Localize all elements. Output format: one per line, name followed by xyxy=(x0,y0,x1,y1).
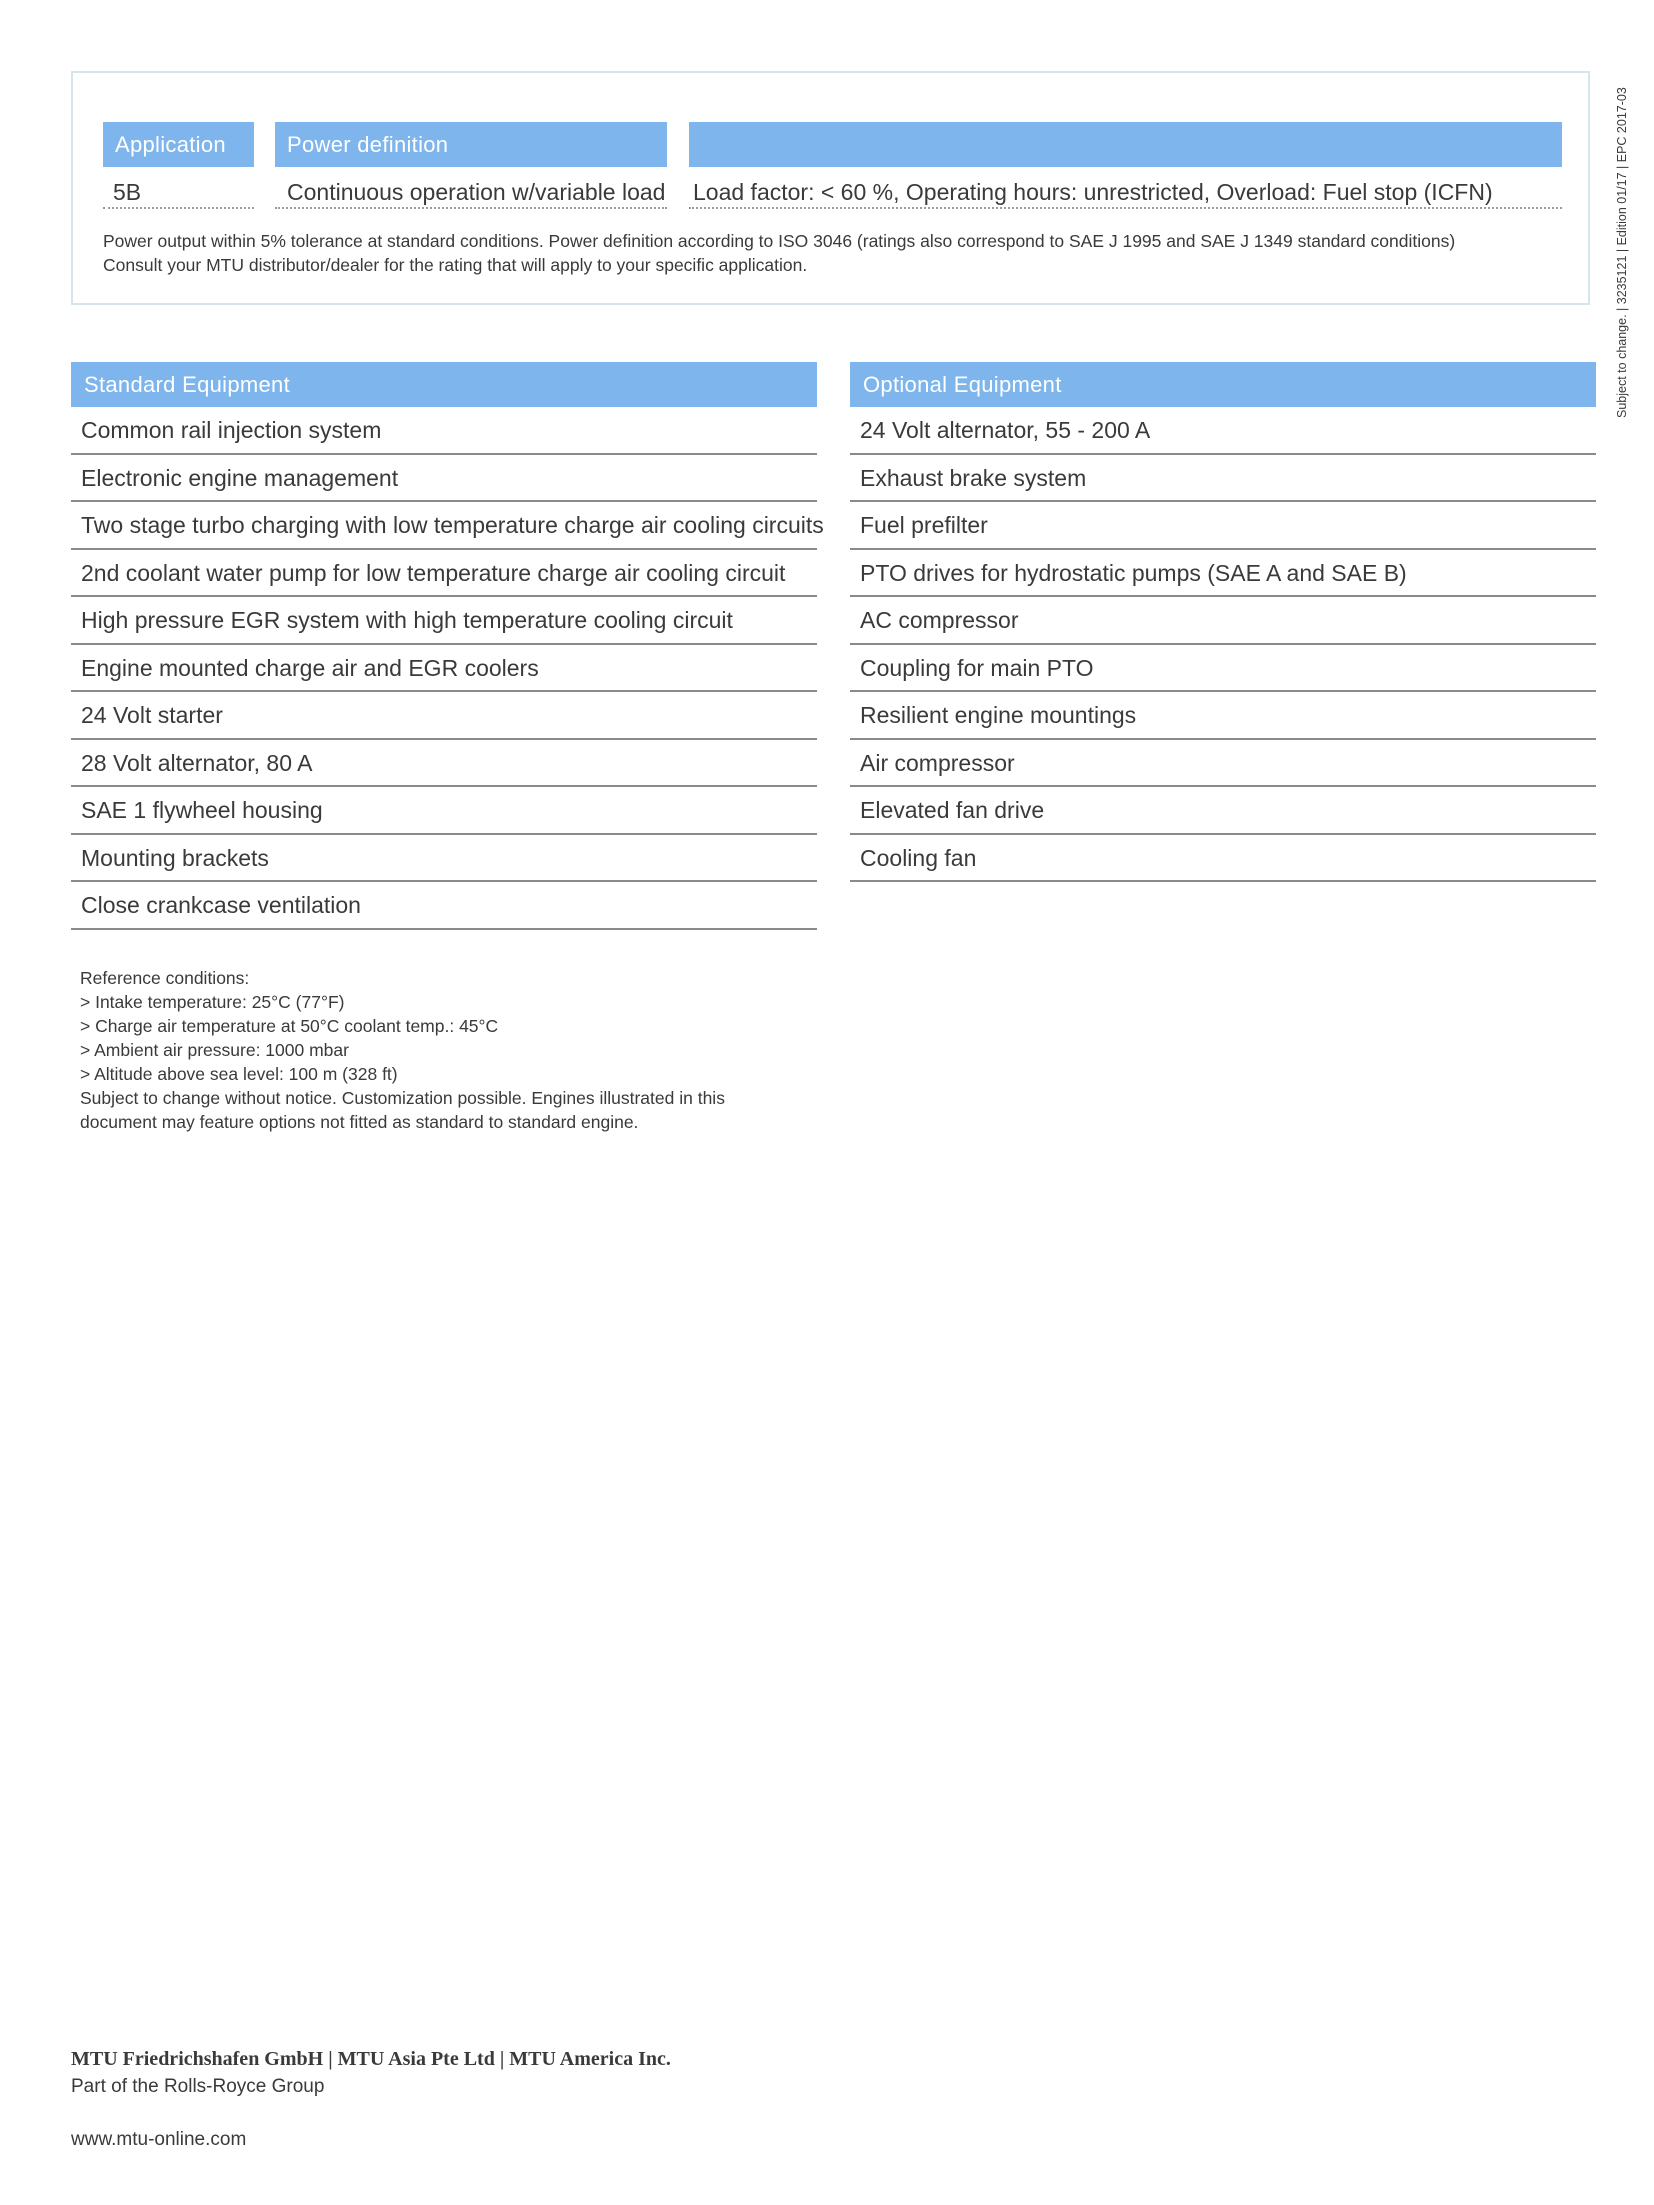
power-definition-value: Continuous operation w/variable load xyxy=(275,175,667,209)
standard-equipment-section xyxy=(71,362,824,930)
list-item: Common rail injection system xyxy=(71,407,817,455)
list-item: Elevated fan drive xyxy=(850,787,1596,835)
optional-equipment-list xyxy=(850,407,1596,882)
dealer-note: Consult your MTU distributor/dealer for the rating that will apply to your specific application. xyxy=(103,255,808,275)
application-box xyxy=(71,71,1590,305)
power-note: Power output within 5% tolerance at standard conditions. Power definition according to ISO 3046 (ratings also correspond to SAE J 1995 and SAE J 1349 standard conditions) xyxy=(103,231,1456,251)
reference-conditions-title: Reference conditions: xyxy=(80,968,250,988)
list-item: Engine mounted charge air and EGR coolers xyxy=(71,645,817,693)
list-item: PTO drives for hydrostatic pumps (SAE A and SAE B) xyxy=(850,550,1596,598)
disclaimer-line: document may feature options not fitted as standard to standard engine. xyxy=(80,1112,639,1132)
disclaimer-line: Subject to change without notice. Customization possible. Engines illustrated in this xyxy=(80,1088,725,1108)
list-item: Coupling for main PTO xyxy=(850,645,1596,693)
power-definition-header: Power definition xyxy=(275,122,667,167)
list-item: 24 Volt starter xyxy=(71,692,817,740)
application-value: 5B xyxy=(103,175,254,209)
list-item: Cooling fan xyxy=(850,835,1596,883)
footer-company: MTU Friedrichshafen GmbH | MTU Asia Pte Ltd | MTU America Inc. xyxy=(71,2048,671,2070)
optional-equipment-section xyxy=(850,362,1596,882)
list-item: 2nd coolant water pump for low temperature charge air cooling circuit xyxy=(71,550,817,598)
list-item: 24 Volt alternator, 55 - 200 A xyxy=(850,407,1596,455)
reference-line: > Ambient air pressure: 1000 mbar xyxy=(80,1040,349,1060)
list-item: AC compressor xyxy=(850,597,1596,645)
list-item: Electronic engine management xyxy=(71,455,817,503)
footer-group: Part of the Rolls-Royce Group xyxy=(71,2076,325,2097)
list-item: Two stage turbo charging with low temperature charge air cooling circuits xyxy=(71,502,817,550)
list-item: Resilient engine mountings xyxy=(850,692,1596,740)
list-item: Close crankcase ventilation xyxy=(71,882,817,930)
details-value: Load factor: < 60 %, Operating hours: unrestricted, Overload: Fuel stop (ICFN) xyxy=(689,175,1562,209)
application-header: Application xyxy=(103,122,254,167)
list-item: Fuel prefilter xyxy=(850,502,1596,550)
list-item: High pressure EGR system with high temperature cooling circuit xyxy=(71,597,817,645)
list-item: Exhaust brake system xyxy=(850,455,1596,503)
reference-conditions xyxy=(80,966,725,1134)
reference-line: > Altitude above sea level: 100 m (328 ft) xyxy=(80,1064,398,1084)
list-item: 28 Volt alternator, 80 A xyxy=(71,740,817,788)
reference-line: > Intake temperature: 25°C (77°F) xyxy=(80,992,345,1012)
list-item: Mounting brackets xyxy=(71,835,817,883)
optional-equipment-title: Optional Equipment xyxy=(850,362,1596,407)
standard-equipment-title: Standard Equipment xyxy=(71,362,817,407)
footer-url-link[interactable]: www.mtu-online.com xyxy=(71,2129,247,2150)
details-header xyxy=(689,122,1562,167)
standard-equipment-list xyxy=(71,407,824,930)
list-item: Air compressor xyxy=(850,740,1596,788)
edition-side-note: Subject to change. | 3235121 | Edition 01/17 | EPC 2017-03 xyxy=(1615,87,1629,418)
list-item: SAE 1 flywheel housing xyxy=(71,787,817,835)
reference-line: > Charge air temperature at 50°C coolant temp.: 45°C xyxy=(80,1016,499,1036)
